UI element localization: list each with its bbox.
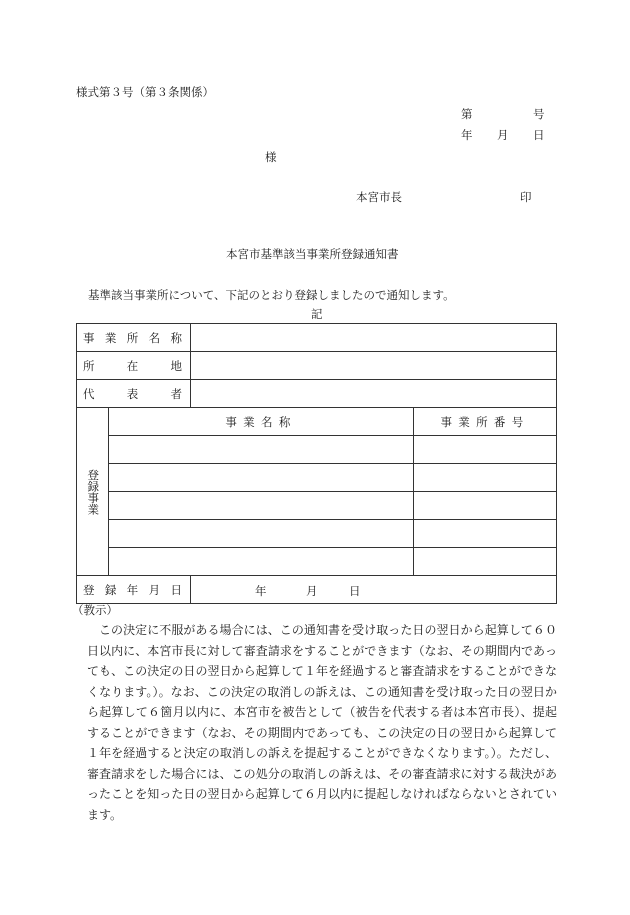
label-registered-services: 登録事業: [77, 408, 109, 576]
intro-text: 基準該当事業所について、下記のとおり登録しましたので通知します。: [88, 288, 455, 302]
field-business-name[interactable]: [191, 324, 557, 352]
field-office-number[interactable]: [414, 464, 557, 492]
row-location: [77, 352, 557, 380]
date-year: 年: [461, 128, 473, 142]
field-representative[interactable]: [191, 380, 557, 408]
label-business-name: 事 業 所 名 称: [77, 324, 191, 352]
label-representative: 代 表 者: [77, 380, 191, 408]
row-business-name: [77, 324, 557, 352]
table-row: [77, 548, 557, 576]
table-row: [77, 492, 557, 520]
row-service-header: [77, 408, 557, 436]
field-service-name[interactable]: [109, 464, 414, 492]
label-location: 所 在 地: [77, 352, 191, 380]
registration-table: [76, 323, 557, 604]
field-service-name[interactable]: [109, 520, 414, 548]
table-row: [77, 464, 557, 492]
date-day: 日: [533, 128, 545, 142]
form-number: 様式第３号（第３条関係）: [76, 85, 214, 99]
document-title: 本宮市基準該当事業所登録通知書: [226, 247, 399, 261]
field-office-number[interactable]: [414, 548, 557, 576]
label-registration-date: 登 録 年 月 日: [77, 576, 191, 604]
field-office-number[interactable]: [414, 492, 557, 520]
doc-number-prefix: 第: [461, 107, 473, 121]
field-office-number[interactable]: [414, 520, 557, 548]
table-row: [77, 520, 557, 548]
doc-number-suffix: 号: [533, 107, 545, 121]
reg-month: 月: [306, 584, 318, 598]
field-service-name[interactable]: [109, 492, 414, 520]
issuer-name: 本宮市長: [356, 190, 402, 204]
col-service-name: 事業名称: [109, 408, 414, 436]
date-month: 月: [497, 128, 509, 142]
table-row: [77, 436, 557, 464]
field-service-name[interactable]: [109, 436, 414, 464]
reg-year: 年: [255, 584, 267, 598]
seal-mark: 印: [520, 190, 532, 204]
col-office-number: 事業所番号: [414, 408, 557, 436]
field-service-name[interactable]: [109, 548, 414, 576]
ki-heading: 記: [311, 307, 323, 321]
reg-day: 日: [349, 584, 361, 598]
row-registration-date: [77, 576, 557, 604]
field-location[interactable]: [191, 352, 557, 380]
field-office-number[interactable]: [414, 436, 557, 464]
kyoji-text: この決定に不服がある場合には、この通知書を受け取った日の翌日から起算して６０日以内に、本宮市長に対して審査請求をすることができます（なお、その期間内であっても、この決定の日の翌日から起算して１年を経過すると審査請求をすることができなくなります。）。なお、この決定の取消しの訴えは、この通知書を受け取った日の翌日から起算して６箇月以内に、本宮市を被告として（被告を代表する者は本宮市長）、提起することができます（なお、その期間内であっても、この決定の日の翌日から起算して１年を経過すると決定の取消しの訴えを提起することができなくなります。）。ただし、審査請求をした場合には、この処分の取消しの訴えは、その審査請求に対する裁決があったことを知った日の翌日から起算して６月以内に提起しなければならないとされています。: [87, 623, 557, 822]
addressee-suffix: 様: [265, 150, 277, 164]
field-registration-date[interactable]: [191, 576, 557, 604]
row-representative: [77, 380, 557, 408]
kyoji-label: （教示）: [72, 603, 118, 617]
